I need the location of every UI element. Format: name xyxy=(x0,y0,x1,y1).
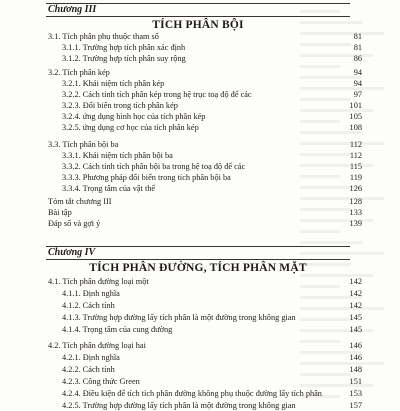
toc-entry-page-number: 148 xyxy=(349,365,362,374)
toc-entry-page-number: 128 xyxy=(349,197,362,206)
toc-entry-label: 4.1. Tích phân đường loại một xyxy=(48,277,149,286)
toc-entry-label: 4.2.5. Trường hợp đường lấy tích phân là một đường trong không gian xyxy=(62,401,296,410)
toc-entry-label: 4.2.4. Điều kiện để tích tích phân đường không phụ thuộc đường lấy tích phân xyxy=(62,389,322,398)
toc-entry-page-number: 142 xyxy=(349,289,362,298)
toc-entry[interactable] xyxy=(48,139,362,150)
chapter-3-rule xyxy=(46,16,350,17)
toc-entry-label: Bài tập xyxy=(48,208,72,217)
toc-entry[interactable] xyxy=(62,300,362,311)
chapter-4-heading: Chương IV xyxy=(48,247,96,258)
toc-entry-label: 4.2. Tích phân đường loại hai xyxy=(48,341,146,350)
toc-entry-page-number: 157 xyxy=(349,401,362,410)
toc-entry[interactable] xyxy=(62,78,362,89)
toc-entry-page-number: 153 xyxy=(349,389,362,398)
toc-entry-label: 3.1.1. Trường hợp tích phân xác định xyxy=(62,43,186,52)
toc-entry-label: 3.2.4. ứng dụng hình học của tích phân kép xyxy=(62,112,206,121)
toc-entry-page-number: 97 xyxy=(353,90,362,99)
chapter-4-title: TÍCH PHÂN ĐƯỜNG, TÍCH PHÂN MẶT xyxy=(89,262,307,274)
toc-entry-label: 4.1.4. Trọng tâm của cung đường xyxy=(62,325,173,334)
show-through-line xyxy=(300,252,384,255)
toc-entry-label: 4.1.1. Định nghĩa xyxy=(62,289,120,298)
toc-entry-label: 4.2.2. Cách tính xyxy=(62,365,115,374)
toc-entry[interactable] xyxy=(62,172,362,183)
toc-entry[interactable] xyxy=(62,100,362,111)
toc-entry[interactable] xyxy=(62,364,362,375)
show-through-line xyxy=(300,241,362,244)
toc-entry[interactable] xyxy=(48,218,362,229)
toc-entry-label: 3.2.3. Đổi biến trong tích phân kép xyxy=(62,101,178,110)
toc-entry-label: 3.3.1. Khái niệm tích phân bội ba xyxy=(62,151,173,160)
toc-entry[interactable] xyxy=(48,276,362,287)
toc-entry-page-number: 81 xyxy=(353,43,362,52)
toc-entry[interactable] xyxy=(62,388,362,399)
toc-entry[interactable] xyxy=(62,53,362,64)
toc-entry[interactable] xyxy=(62,352,362,363)
toc-entry-label: 3.1. Tích phân phụ thuộc tham số xyxy=(48,32,159,41)
show-through-line xyxy=(300,230,340,233)
toc-entry-page-number: 133 xyxy=(349,208,362,217)
toc-entry-label: 3.2. Tích phân kép xyxy=(48,68,110,77)
toc-entry-label: 3.3. Tích phân bội ba xyxy=(48,140,119,149)
toc-entry-page-number: 94 xyxy=(353,68,362,77)
toc-entry[interactable] xyxy=(62,150,362,161)
chapter-3-title: TÍCH PHÂN BỘI xyxy=(152,19,244,31)
toc-entry-page-number: 142 xyxy=(349,277,362,286)
toc-entry-page-number: 146 xyxy=(349,341,362,350)
toc-entry[interactable] xyxy=(62,400,362,411)
toc-entry[interactable] xyxy=(62,161,362,172)
toc-entry[interactable] xyxy=(48,196,362,207)
toc-entry[interactable] xyxy=(62,89,362,100)
toc-entry-page-number: 108 xyxy=(349,123,362,132)
toc-entry-page-number: 115 xyxy=(349,162,362,171)
toc-entry[interactable] xyxy=(62,122,362,133)
toc-entry-page-number: 126 xyxy=(349,184,362,193)
toc-entry-page-number: 94 xyxy=(353,79,362,88)
toc-entry-page-number: 112 xyxy=(349,151,362,160)
toc-entry-page-number: 105 xyxy=(349,112,362,121)
toc-entry-label: 4.2.1. Định nghĩa xyxy=(62,353,120,362)
toc-entry-page-number: 146 xyxy=(349,353,362,362)
toc-entry-label: 3.2.2. Cách tính tích phân kép trong hệ trục toạ độ để các xyxy=(62,90,252,99)
toc-entry-label: Tóm tắt chương III xyxy=(48,197,112,206)
toc-entry-label: 4.2.3. Công thức Green xyxy=(62,377,140,386)
toc-entry-label: 4.1.2. Cách tính xyxy=(62,301,115,310)
toc-entry[interactable] xyxy=(62,324,362,335)
toc-entry-label: 3.1.2. Trường hợp tích phân suy rộng xyxy=(62,54,186,63)
toc-entry-label: 3.2.1. Khái niệm tích phân kép xyxy=(62,79,165,88)
toc-entry-label: 3.2.5. ứng dụng cơ học của tích phân kép xyxy=(62,123,199,132)
toc-entry[interactable] xyxy=(62,42,362,53)
toc-entry[interactable] xyxy=(48,207,362,218)
toc-entry-label: 3.3.4. Trọng tâm của vật thể xyxy=(62,184,156,193)
toc-entry-page-number: 139 xyxy=(349,219,362,228)
chapter-3-heading: Chương III xyxy=(48,4,97,15)
show-through-line xyxy=(300,10,340,13)
toc-entry[interactable] xyxy=(48,340,362,351)
toc-entry-page-number: 81 xyxy=(353,32,362,41)
toc-entry[interactable] xyxy=(62,376,362,387)
toc-entry-label: 4.1.3. Trường hợp đường lấy tích phân là một đường trong không gian xyxy=(62,313,296,322)
toc-entry-label: 3.3.2. Cách tính tích phân bội ba trong hệ toạ độ để các xyxy=(62,162,246,171)
toc-entry-page-number: 119 xyxy=(349,173,362,182)
toc-entry[interactable] xyxy=(62,183,362,194)
toc-entry-page-number: 145 xyxy=(349,313,362,322)
toc-entry-page-number: 145 xyxy=(349,325,362,334)
toc-entry-page-number: 86 xyxy=(353,54,362,63)
toc-entry-label: 3.3.3. Phương pháp đổi biến trong tích phân bội ba xyxy=(62,173,231,182)
chapter-4-rule xyxy=(46,259,350,260)
toc-entry-page-number: 112 xyxy=(349,140,362,149)
toc-entry[interactable] xyxy=(62,111,362,122)
toc-entry-page-number: 101 xyxy=(349,101,362,110)
toc-entry[interactable] xyxy=(48,67,362,78)
toc-entry-page-number: 142 xyxy=(349,301,362,310)
toc-entry-page-number: 151 xyxy=(349,377,362,386)
toc-entry[interactable] xyxy=(62,312,362,323)
toc-entry[interactable] xyxy=(48,31,362,42)
toc-entry[interactable] xyxy=(62,288,362,299)
toc-entry-label: Đáp số và gợi ý xyxy=(48,219,101,228)
